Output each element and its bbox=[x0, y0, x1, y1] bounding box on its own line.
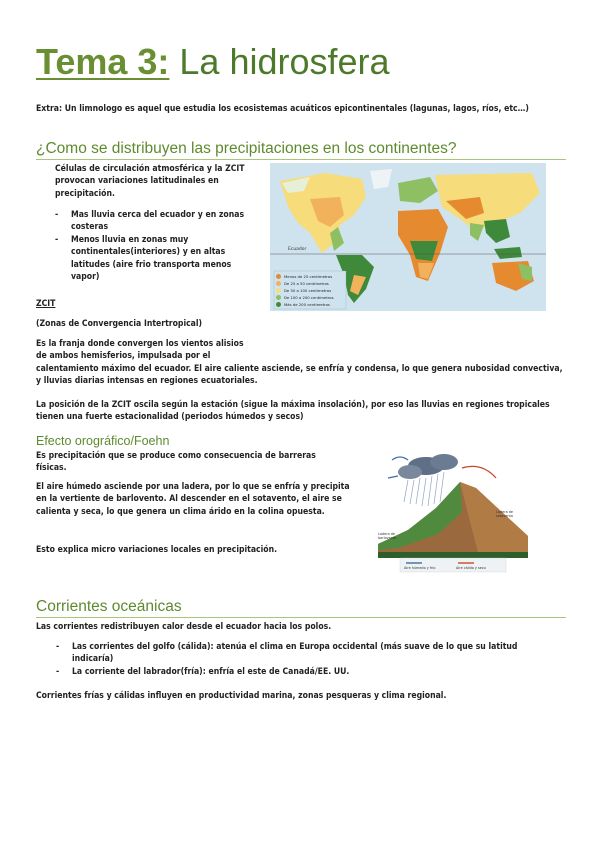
section3-intro: Las corrientes redistribuyen calor desde el ecuador hacia los polos. bbox=[36, 622, 332, 632]
zcit-p1-line2: de ambos hemisferios, impulsada por el bbox=[36, 351, 211, 361]
orographic-diagram bbox=[378, 452, 528, 574]
legend-swatch bbox=[276, 302, 281, 307]
legend-label: De 50 a 100 centímetros bbox=[284, 288, 332, 293]
list-item: - Menos lluvia en zonas muy continentales(interiores) y en altas latitudes (aire frio transporta menos vapor) bbox=[55, 234, 255, 284]
section3-bullets bbox=[56, 641, 536, 678]
legend-row bbox=[276, 280, 346, 287]
legend-warm-air: Aire cálido y seco bbox=[456, 566, 486, 570]
label-windward: Ladera de barlovento bbox=[378, 532, 397, 540]
zcit-full: (Zonas de Convergencia Intertropical) bbox=[36, 319, 203, 329]
section2-heading: Efecto orográfico/Foehn bbox=[36, 434, 170, 448]
zcit-p1-rest: calentamiento máximo del ecuador. El aire caliente asciende, se enfría y condensa, lo que genera nubosidad convectiva, y lluvias diarias intensas en regiones ecuatoriales. bbox=[36, 364, 563, 387]
title-prefix: Tema 3: bbox=[36, 41, 170, 82]
legend-row bbox=[276, 301, 346, 308]
legend-cold-air: Aire húmedo y frío bbox=[404, 566, 436, 570]
legend-label: Más de 200 centímetros bbox=[284, 302, 330, 307]
section1-heading: ¿Como se distribuyen las precipitaciones en los continentes? bbox=[36, 140, 457, 157]
legend-swatch bbox=[276, 281, 281, 286]
precipitation-map bbox=[270, 163, 546, 311]
list-item: - Las corrientes del golfo (cálida): atenúa el clima en Europa occidental (más suave de lo que su latitud indicaría) bbox=[56, 641, 536, 666]
legend-label: De 25 a 50 centímetros bbox=[284, 281, 329, 286]
section3-outro: Corrientes frías y cálidas influyen en productividad marina, zonas pesqueras y clima regional. bbox=[36, 691, 447, 701]
section2-p3: Esto explica micro variaciones locales en precipitación. bbox=[36, 545, 278, 555]
section1-intro: Células de circulación atmosférica y la ZCIT provocan variaciones latitudinales en precipitación. bbox=[55, 164, 245, 199]
zcit-label: ZCIT bbox=[36, 299, 56, 309]
section2-p1: Es precipitación que se produce como consecuencia de barreras físicas. bbox=[36, 451, 316, 474]
title-main: La hidrosfera bbox=[179, 41, 390, 82]
label-leeward: Ladera de sotavento bbox=[496, 510, 513, 518]
map-legend bbox=[276, 273, 346, 308]
section1-rule bbox=[36, 159, 566, 160]
legend-row bbox=[276, 273, 346, 280]
legend-row bbox=[276, 294, 346, 301]
legend-row bbox=[276, 287, 346, 294]
section3-rule bbox=[36, 617, 566, 618]
list-item: - Mas lluvia cerca del ecuador y en zonas costeras bbox=[55, 209, 255, 234]
legend-swatch bbox=[276, 274, 281, 279]
legend-label: Menos de 25 centímetros bbox=[284, 274, 333, 279]
section3-heading: Corrientes oceánicas bbox=[36, 598, 182, 615]
zcit-p2: La posición de la ZCIT oscila según la estación (sigue la máxima insolación), por eso las lluvias en regiones tropicales tienen una fuerte estacionalidad (periodos húmedos y secos) bbox=[36, 400, 550, 423]
legend-swatch bbox=[276, 295, 281, 300]
page-title bbox=[36, 40, 390, 84]
list-item: - La corriente del labrador(fría): enfría el este de Canadá/EE. UU. bbox=[56, 666, 536, 678]
extra-note: Extra: Un limnologo es aquel que estudia los ecosistemas acuáticos epicontinentales (lagunas, lagos, ríos, etc…) bbox=[36, 104, 529, 114]
section2-p2: El aire húmedo asciende por una ladera, por lo que se enfría y precipita en la vertiente de barlovento. Al descender en el sotavento, el aire se calienta y seca, lo que genera un clima árido en la colina opuesta. bbox=[36, 482, 350, 517]
legend-label: De 100 a 200 centímetros bbox=[284, 295, 334, 300]
zcit-p1-line1: Es la franja donde convergen los vientos alisios bbox=[36, 339, 244, 349]
legend-swatch bbox=[276, 288, 281, 293]
equator-label: Ecuador bbox=[288, 247, 307, 252]
section1-bullets bbox=[55, 209, 255, 283]
